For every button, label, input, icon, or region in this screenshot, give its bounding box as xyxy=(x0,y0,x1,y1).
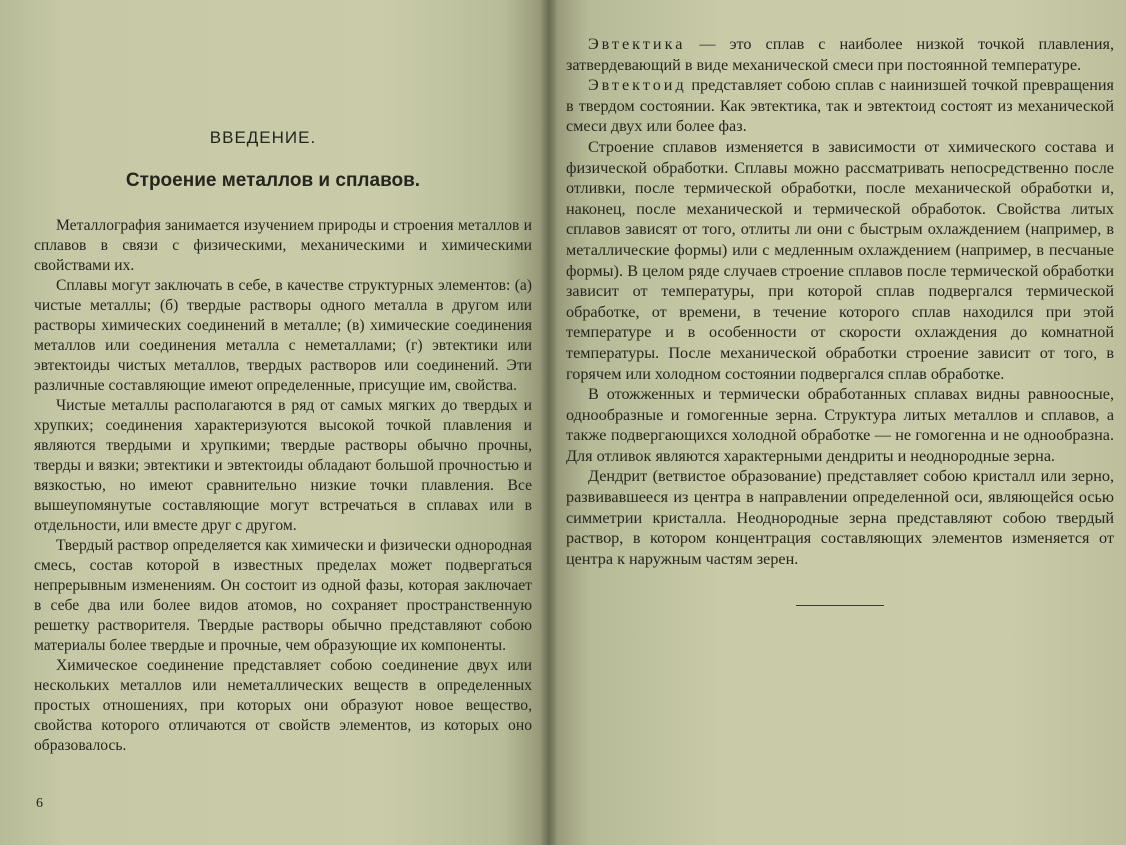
left-page xyxy=(0,0,548,845)
section-divider xyxy=(796,605,884,606)
right-page xyxy=(548,0,1126,845)
book-gutter xyxy=(540,0,558,845)
left-paragraph-1: Металлография занимается изучением природы и строения металлов и сплавов в связи с физическими, механическими и химическими свойствами их. xyxy=(34,217,532,274)
left-paragraph-4: Твердый раствор определяется как химически и физически однородная смесь, состав которой в известных пределах может подвергаться непрерывным изменениям. Он состоит из одной фазы, которая заключает в себе два или более видов атомов, но сохраняет пространственную решетку растворителя. Твердые растворы обычно представляют собою материалы более твердые и прочные, чем образующие их компоненты. xyxy=(34,537,532,654)
right-paragraph-1 xyxy=(566,34,1114,75)
left-paragraph-5: Химическое соединение представляет собою соединение двух или нескольких металлов или неметаллических веществ в определенных простых отношениях, при которых они образуют новое вещество, свойства которого отличаются от свойств элементов, из которых оно образовалось. xyxy=(34,657,532,754)
term-eutectoid: Эвтектоид xyxy=(588,76,687,95)
left-paragraph-2: Сплавы могут заключать в себе, в качестве структурных элементов: (а) чистые металлы; (б) твердые растворы одного металла в другом или растворы химических соединений в металле; (в) химические соединения металлов или соединения металла с неметаллами; (г) эвтектики или эвтектоиды чистых металлов, твердых растворов или соединений. Эти различные составляющие имеют определенные, присущие им, свойства. xyxy=(34,277,532,394)
left-paragraph-3: Чистые металлы располагаются в ряд от самых мягких до твердых и хрупких; соединения характеризуются высокой точкой плавления и являются твердыми и хрупкими; твердые растворы обычно прочны, тверды и вязки; эвтектики и эвтектоиды обладают большой прочностью и вязкостью, но имеют сравнительно низкие точки плавления. Все вышеупомянутые составляющие могут встречаться в сплавах или в отдельности, или вместе друг с другом. xyxy=(34,397,532,534)
term-eutectic: Эвтектика xyxy=(588,35,686,53)
section-subheading: Строение металлов и сплавов. xyxy=(125,170,421,191)
right-paragraph-1-text: — это сплав с наиболее низкой точкой плавления, затвердевающий в виде механической смеси при постоянной температуре. xyxy=(566,35,1114,74)
right-paragraph-5: Дендрит (ветвистое образование) представляет собою кристалл или зерно, развивавшееся из центра в направлении определенной оси, являющейся осью симметрии кристалла. Неоднородные зерна представляют собою твердый раствор, в котором концентрация составляющих элементов изменяется от центра к наружным частям зерен. xyxy=(566,467,1114,568)
right-paragraph-2 xyxy=(566,75,1114,137)
page-number: 6 xyxy=(36,796,43,811)
chapter-heading: ВВЕДЕНИЕ. xyxy=(209,128,317,147)
right-paragraph-3: Строение сплавов изменяется в зависимости от химического состава и физической обработки. Сплавы можно рассматривать непосредственно после отливки, после термической обработки, после механической обработки и, наконец, после механической и термической обработок. Свойства литых сплавов зависят от того, отлиты ли они с быстрым охлаждением (например, в металлические формы) или с медленным охлаждением (например, в песчаные формы). В целом ряде случаев строение сплавов после термической обработки зависит от температуры, при которой сплав подвергался термической обработке, от времени, в течение которого сплав находился при этой температуре и в особенности от скорости охлаждения до комнатной температуры. После механической обработки строение зависит от того, в горячем или холодном состоянии подвергался сплав обработке. xyxy=(566,137,1114,383)
right-paragraph-2-text: представляет собою сплав с наинизшей точкой превращения в твердом состоянии. Как эвтектика, так и эвтектоид состоят из механической смеси двух или более фаз. xyxy=(566,76,1114,136)
right-paragraph-4: В отожженных и термически обработанных сплавах видны равноосные, однообразные и гомогенные зерна. Структура литых металлов и сплавов, а также подвергающихся холодной обработке — не гомогенна и не однообразна. Для отливок являются характерными дендриты и неоднородные зерна. xyxy=(566,385,1114,465)
